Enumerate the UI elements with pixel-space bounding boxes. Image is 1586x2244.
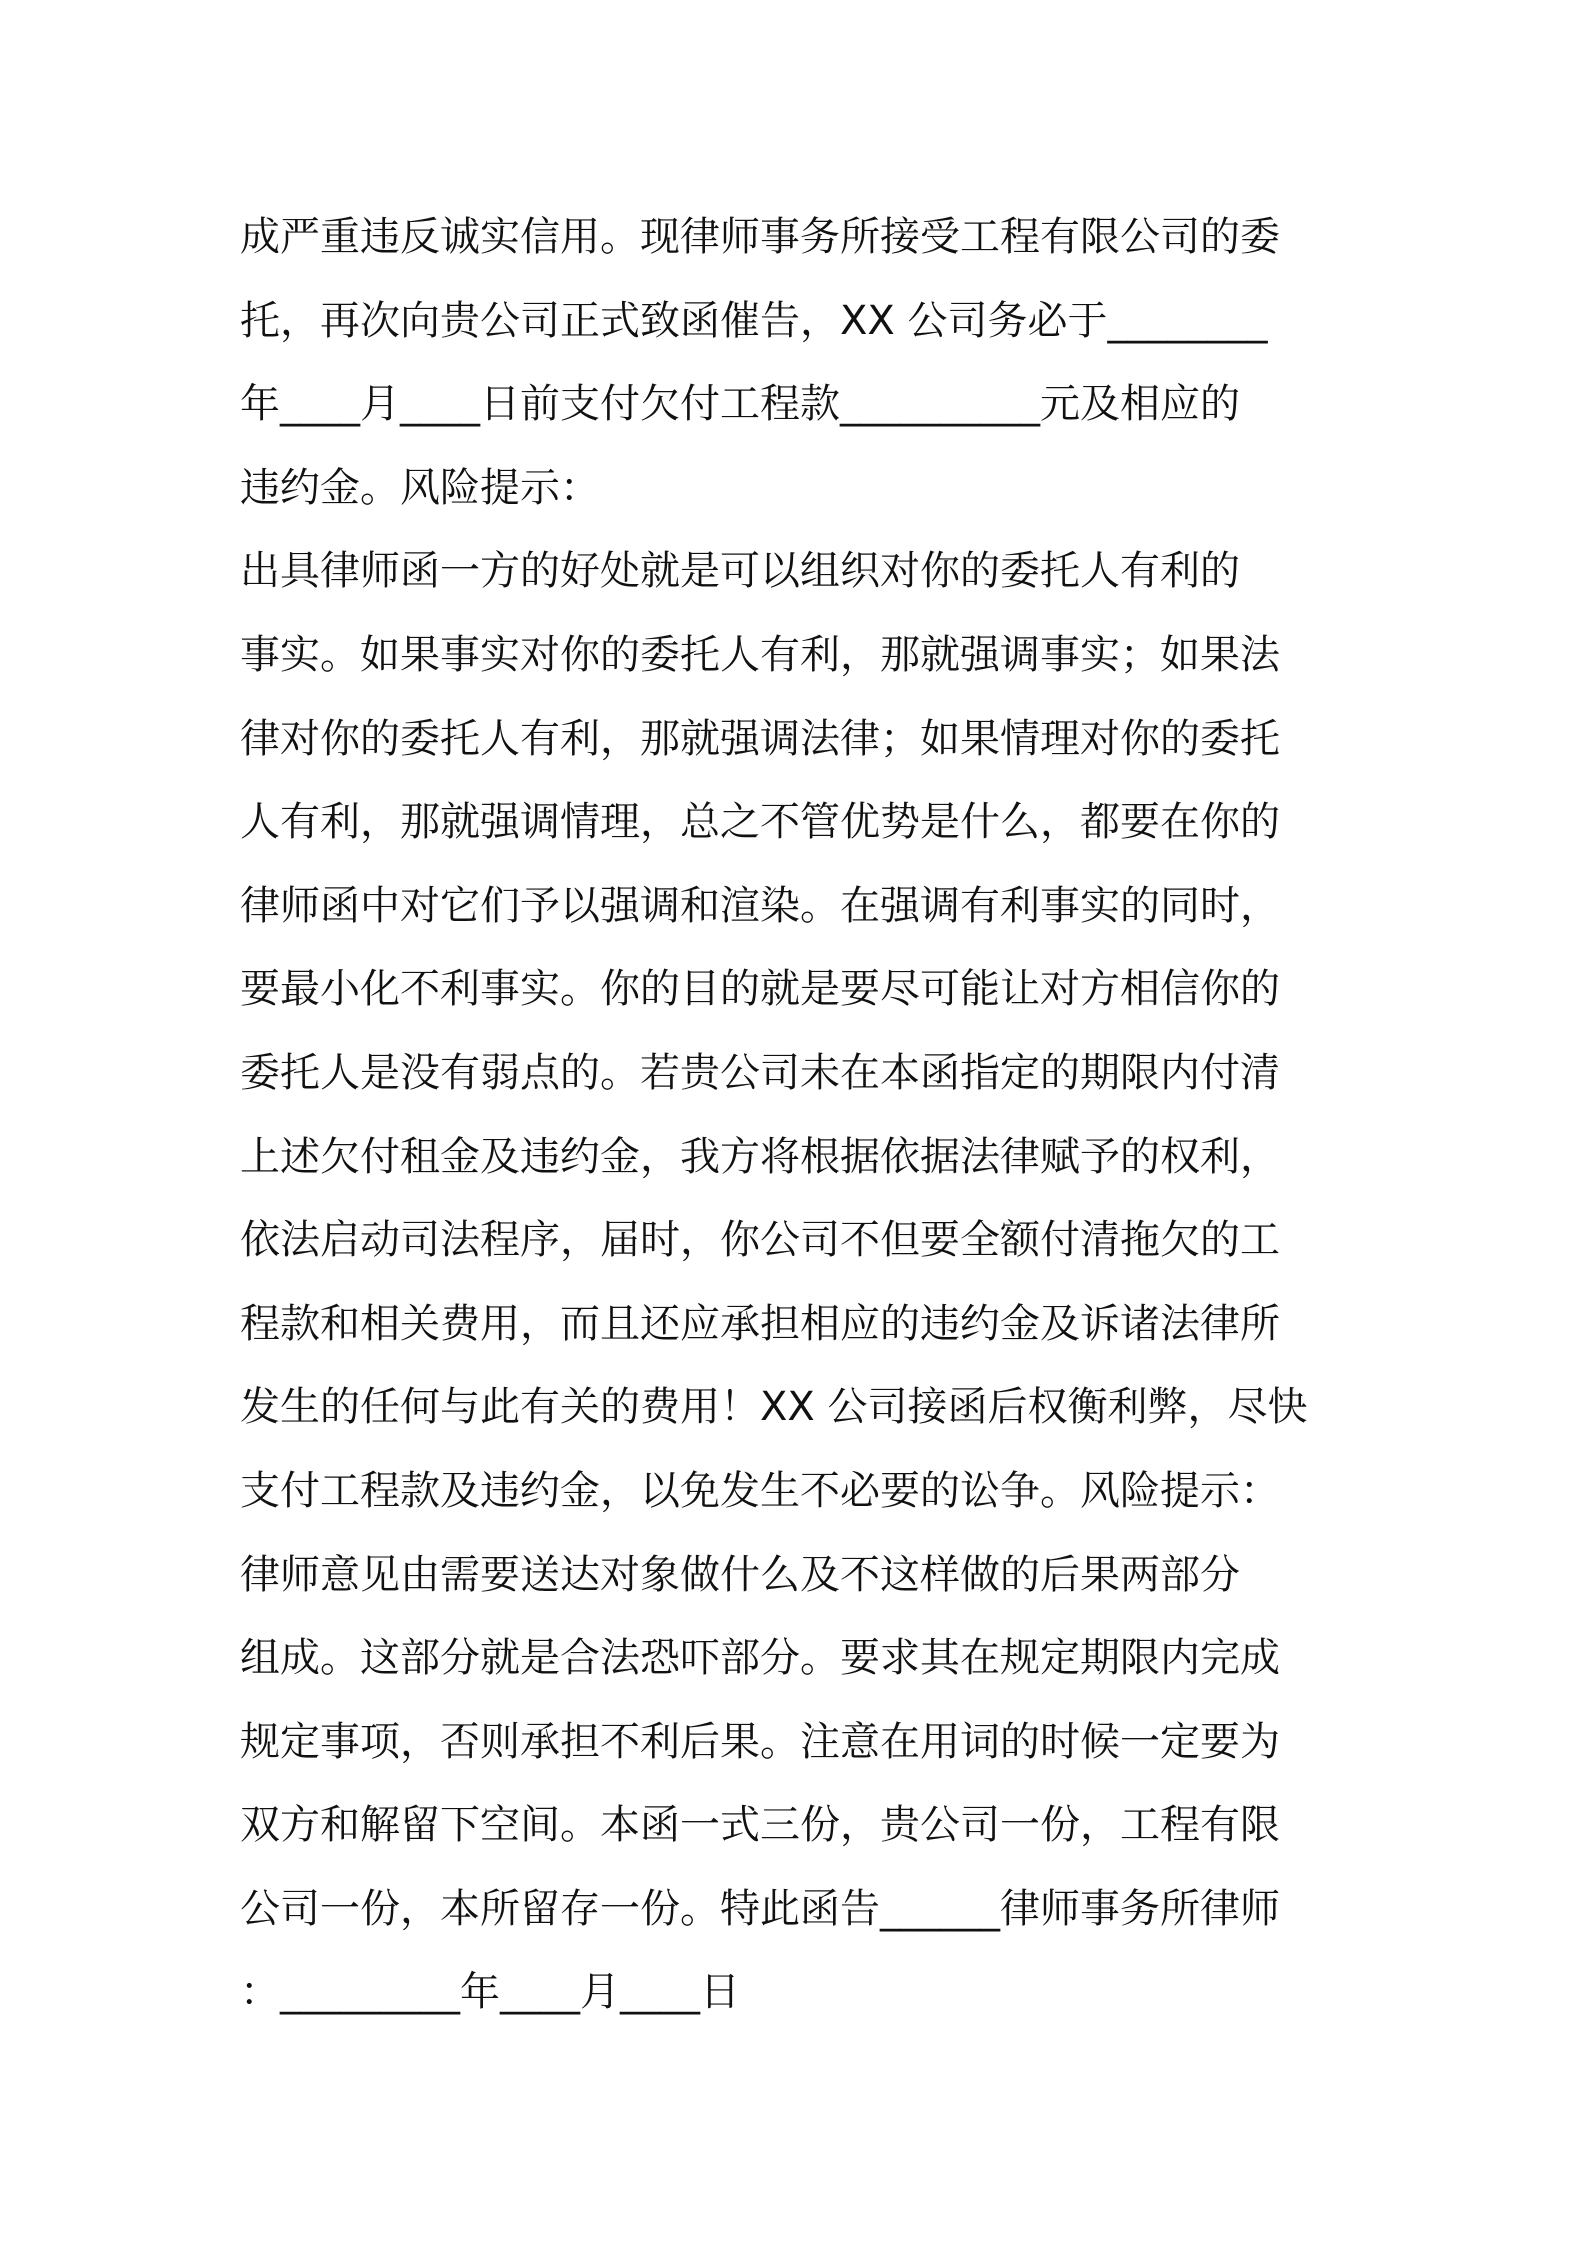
text-line: 托，再次向贵公司正式致函催告，XX 公司务必于________ [240, 297, 1268, 344]
text-line: 要最小化不利事实。你的目的就是要尽可能让对方相信你的 [240, 966, 1280, 1013]
text-line: 人有利，那就强调情理，总之不管优势是什么，都要在你的 [240, 799, 1280, 846]
text-line: 公司一份，本所留存一份。特此函告______律师事务所律师 [240, 1885, 1280, 1932]
text-line: 委托人是没有弱点的。若贵公司未在本函指定的期限内付清 [240, 1049, 1280, 1096]
text-line: 程款和相关费用，而且还应承担相应的违约金及诉诸法律所 [240, 1300, 1280, 1347]
text-line: 组成。这部分就是合法恐吓部分。要求其在规定期限内完成 [240, 1635, 1280, 1682]
body-text [240, 196, 1360, 2035]
text-line: 律师函中对它们予以强调和渲染。在强调有利事实的同时， [240, 882, 1280, 929]
text-line: 成严重违反诚实信用。现律师事务所接受工程有限公司的委 [240, 214, 1280, 260]
text-line: 律对你的委托人有利，那就强调法律；如果情理对你的委托 [240, 715, 1280, 762]
text-line: 规定事项，否则承担不利后果。注意在用词的时候一定要为 [240, 1718, 1280, 1765]
text-line: 依法启动司法程序，届时，你公司不但要全额付清拖欠的工 [240, 1217, 1280, 1264]
text-line: 上述欠付租金及违约金，我方将根据依据法律赋予的权利， [240, 1133, 1280, 1180]
text-line: 事实。如果事实对你的委托人有利，那就强调事实；如果法 [240, 631, 1280, 678]
text-line: 违约金。风险提示： [240, 464, 600, 511]
text-line: ：_________年____月____日 [240, 1969, 740, 2016]
text-line: 支付工程款及违约金，以免发生不必要的讼争。风险提示： [240, 1467, 1280, 1514]
text-line: 发生的任何与此有关的费用！XX 公司接函后权衡利弊，尽快 [240, 1384, 1308, 1431]
text-line: 双方和解留下空间。本函一式三份，贵公司一份，工程有限 [240, 1802, 1280, 1849]
text-line: 年____月____日前支付欠付工程款__________元及相应的 [240, 381, 1240, 428]
text-line: 出具律师函一方的好处就是可以组织对你的委托人有利的 [240, 548, 1240, 595]
text-line: 律师意见由需要送达对象做什么及不这样做的后果两部分 [240, 1551, 1240, 1598]
